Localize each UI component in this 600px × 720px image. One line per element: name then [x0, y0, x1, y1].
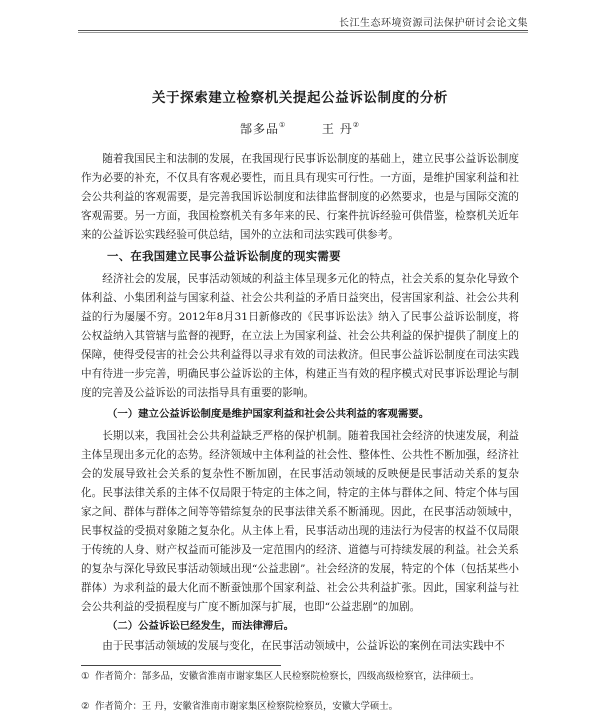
header-rule [78, 30, 528, 31]
footnote [81, 700, 519, 714]
footnote-mark: ① [81, 671, 90, 682]
running-header-title: 长江生态环境资源司法保护研讨会论文集 [339, 18, 528, 29]
author-footnote-mark: ① [278, 121, 287, 129]
section-paragraph: 经济社会的发展，民事活动领域的利益主体呈现多元化的特点，社会关系的复杂化导致个体利益、小集团利益与国家利益、社会公共利益的矛盾日益突出，侵害国家利益、社会公共利益的行为屡屡不穷。2012年8月31日新修改的《民事诉讼法》纳入了民事公益诉讼制度，将公权益纳入其管辖与监督的视野，在立法上为国家利益、社会公共利益的保护提供了制度上的保障，使得受侵害的社会公共利益得以寻求有效的司法救济。但民事公益诉讼制度在司法实践中有待进一步完善，明确民事公益诉讼的主体，构建正当有效的程序模式对民事诉讼理论与制度的完善及公益诉讼的司法指导具有重要的影响。 [81, 273, 519, 399]
author-footnote-mark: ② [352, 121, 361, 129]
footnote-text: 作者简介：郜多品，安徽省淮南市谢家集区人民检察院检察长，四级高级检察官，法律硕士。 [95, 671, 480, 682]
section-heading: 一、在我国建立民事公益诉讼制度的现实需要 [107, 249, 341, 263]
header-rule-secondary [78, 32, 528, 33]
author-name: 王 丹 [321, 122, 353, 136]
footnote-rule [81, 665, 281, 666]
subsection-heading: （二）公益诉讼已经发生，而法律滞后。 [107, 620, 295, 632]
subsection-heading: （一）建立公益诉讼制度是维护国家利益和社会公共利益的客观需要。 [107, 408, 430, 420]
footnote-mark: ② [81, 701, 90, 712]
footnote-text: 作者简介：王 丹，安徽省淮南市谢家集区检察院检察员，安徽大学硕士。 [95, 701, 398, 712]
author-line [0, 120, 600, 137]
author-name: 郜多品 [239, 122, 279, 136]
subsection-paragraph: 由于民事活动领域的发展与变化，在民事活动领域中，公益诉讼的案例在司法实践中不 [102, 640, 505, 652]
article-title: 关于探索建立检察机关提起公益诉讼制度的分析 [151, 90, 449, 106]
intro-paragraph: 随着我国民主和法制的发展，在我国现行民事诉讼制度的基础上，建立民事公益诉讼制度作为必要的补充，不仅具有客观必要性，而且具有现实可行性。一方面，是维护国家利益和社会公共利益的客观需要，是完善我国诉讼制度和法律监督制度的必然要求，也是与国际交流的客观需要。另一方面，我国检察机关有多年来的民、行案件抗诉经验可供借鉴，检察机关近年来的公益诉讼实践经验可供总结，国外的立法和司法实践可供参考。 [81, 153, 519, 241]
footnote [81, 670, 519, 684]
subsection-paragraph: 长期以来，我国社会公共利益缺乏严格的保护机制。随着我国社会经济的快速发展，利益主体呈现出多元化的态势。经济领域中主体利益的社会性、整体性、公共性不断加强，经济社会的发展导致社会关系的复杂性不断加剧，在民事活动领域的反映便是民事活动关系的复杂化。民事法律关系的主体不仅局限于特定的主体之间，特定的主体与群体之间、特定个体与国家之间、群体与群体之间等等错综复杂的民事法律关系不断涌现。因此，在民事活动领域中，民事权益的受损对象随之复杂化。从主体上看，民事活动出现的违法行为侵害的权益不仅局限于传统的人身、财产权益而可能涉及一定范围内的经济、道德与可持续发展的利益。社会关系的复杂与深化导致民事活动领域出现“公益悲剧”。社会经济的发展，特定的个体（包括某些小群体）为求利益的最大化而不断蚕蚀那个国家利益、社会公共利益扩张。因此，国家利益与社会公共利益的受损程度与广度不断加深与扩展，也即“公益悲剧”的加剧。 [81, 430, 519, 613]
